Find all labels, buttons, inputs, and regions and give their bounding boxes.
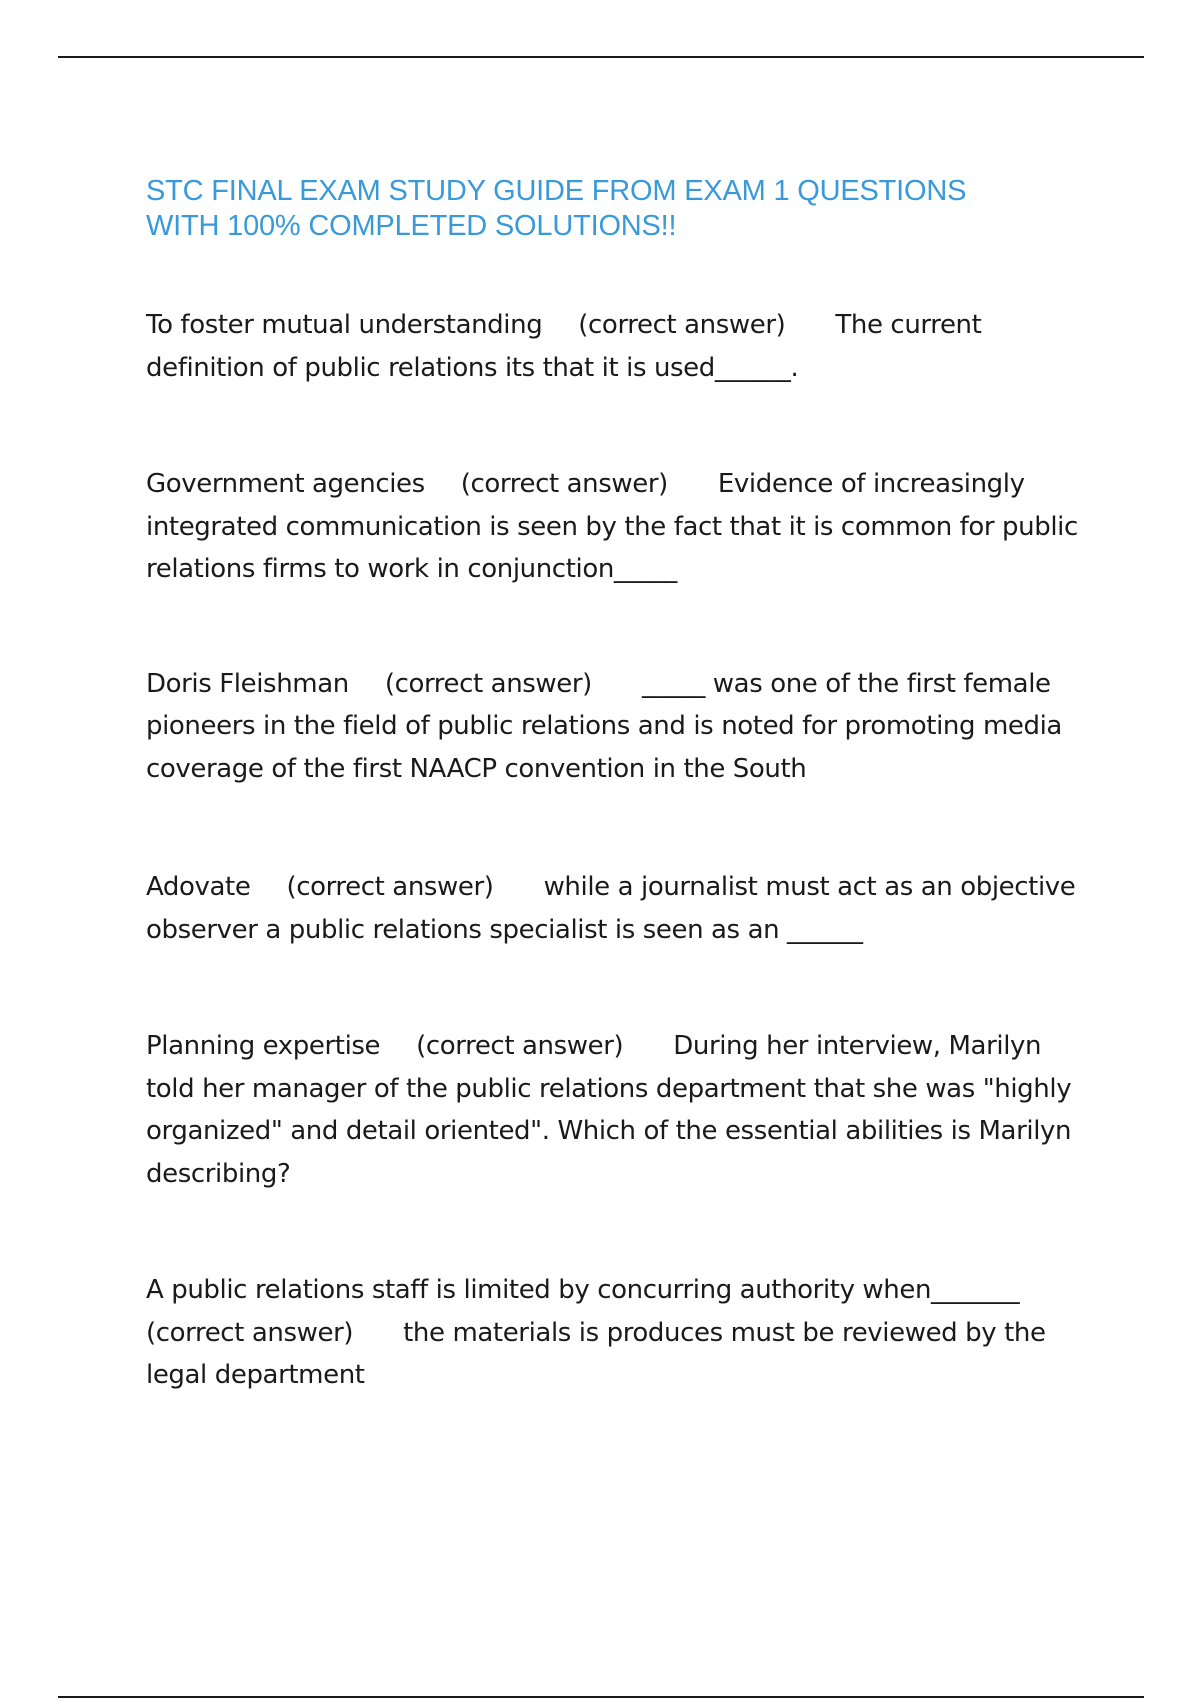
qa-marker: (correct answer) — [578, 310, 786, 340]
qa-question: while a journalist must act as an objective observer a public relations specialist is seen as an ______ — [146, 872, 1076, 945]
qa-marker: (correct answer) — [416, 1031, 624, 1061]
title-line-1: STC FINAL EXAM STUDY GUIDE FROM EXAM 1 QUESTIONS — [146, 175, 967, 207]
bottom-rule — [58, 1696, 1144, 1698]
top-rule — [58, 56, 1144, 58]
document-body — [146, 174, 1086, 1397]
qa-marker: (correct answer) — [384, 668, 592, 699]
qa-question: Evidence of increasingly integrated communication is seen by the fact that it is common for public relations firms to work in conjunction_____ — [146, 469, 1078, 584]
qa-marker: (correct answer) — [286, 872, 494, 902]
qa-question: During her interview, Marilyn told her manager of the public relations department that she was "highly organized" and detail oriented". Which of the essential abilities is Marilyn describing? — [146, 1031, 1072, 1189]
qa-answer: Adovate — [146, 872, 251, 902]
qa-answer: To foster mutual understanding — [146, 310, 543, 340]
qa-list — [146, 304, 1086, 1397]
qa-question: _____ was one of the first female pioneers in the field of public relations and is noted for promoting media coverage of the first NAACP convention in the South — [146, 668, 1062, 784]
qa-question: the materials is produces must be reviewed by the legal department — [146, 1317, 1046, 1390]
qa-item — [146, 866, 1086, 951]
qa-marker: (correct answer) — [146, 1317, 354, 1348]
qa-item — [146, 463, 1086, 591]
qa-item — [146, 663, 1086, 791]
qa-answer: Doris Fleishman — [146, 668, 349, 699]
qa-answer: Government agencies — [146, 469, 425, 499]
qa-item — [146, 1025, 1086, 1195]
qa-marker: (correct answer) — [460, 469, 668, 499]
title-line-2: WITH 100% COMPLETED SOLUTIONS!! — [146, 210, 677, 242]
qa-answer: A public relations staff is limited by concurring authority when_______ — [146, 1275, 1020, 1305]
qa-answer: Planning expertise — [146, 1031, 381, 1061]
qa-question: The current definition of public relations its that it is used______. — [146, 310, 982, 383]
qa-item — [146, 1269, 1086, 1397]
qa-item — [146, 304, 1086, 389]
document-title — [146, 174, 1086, 244]
